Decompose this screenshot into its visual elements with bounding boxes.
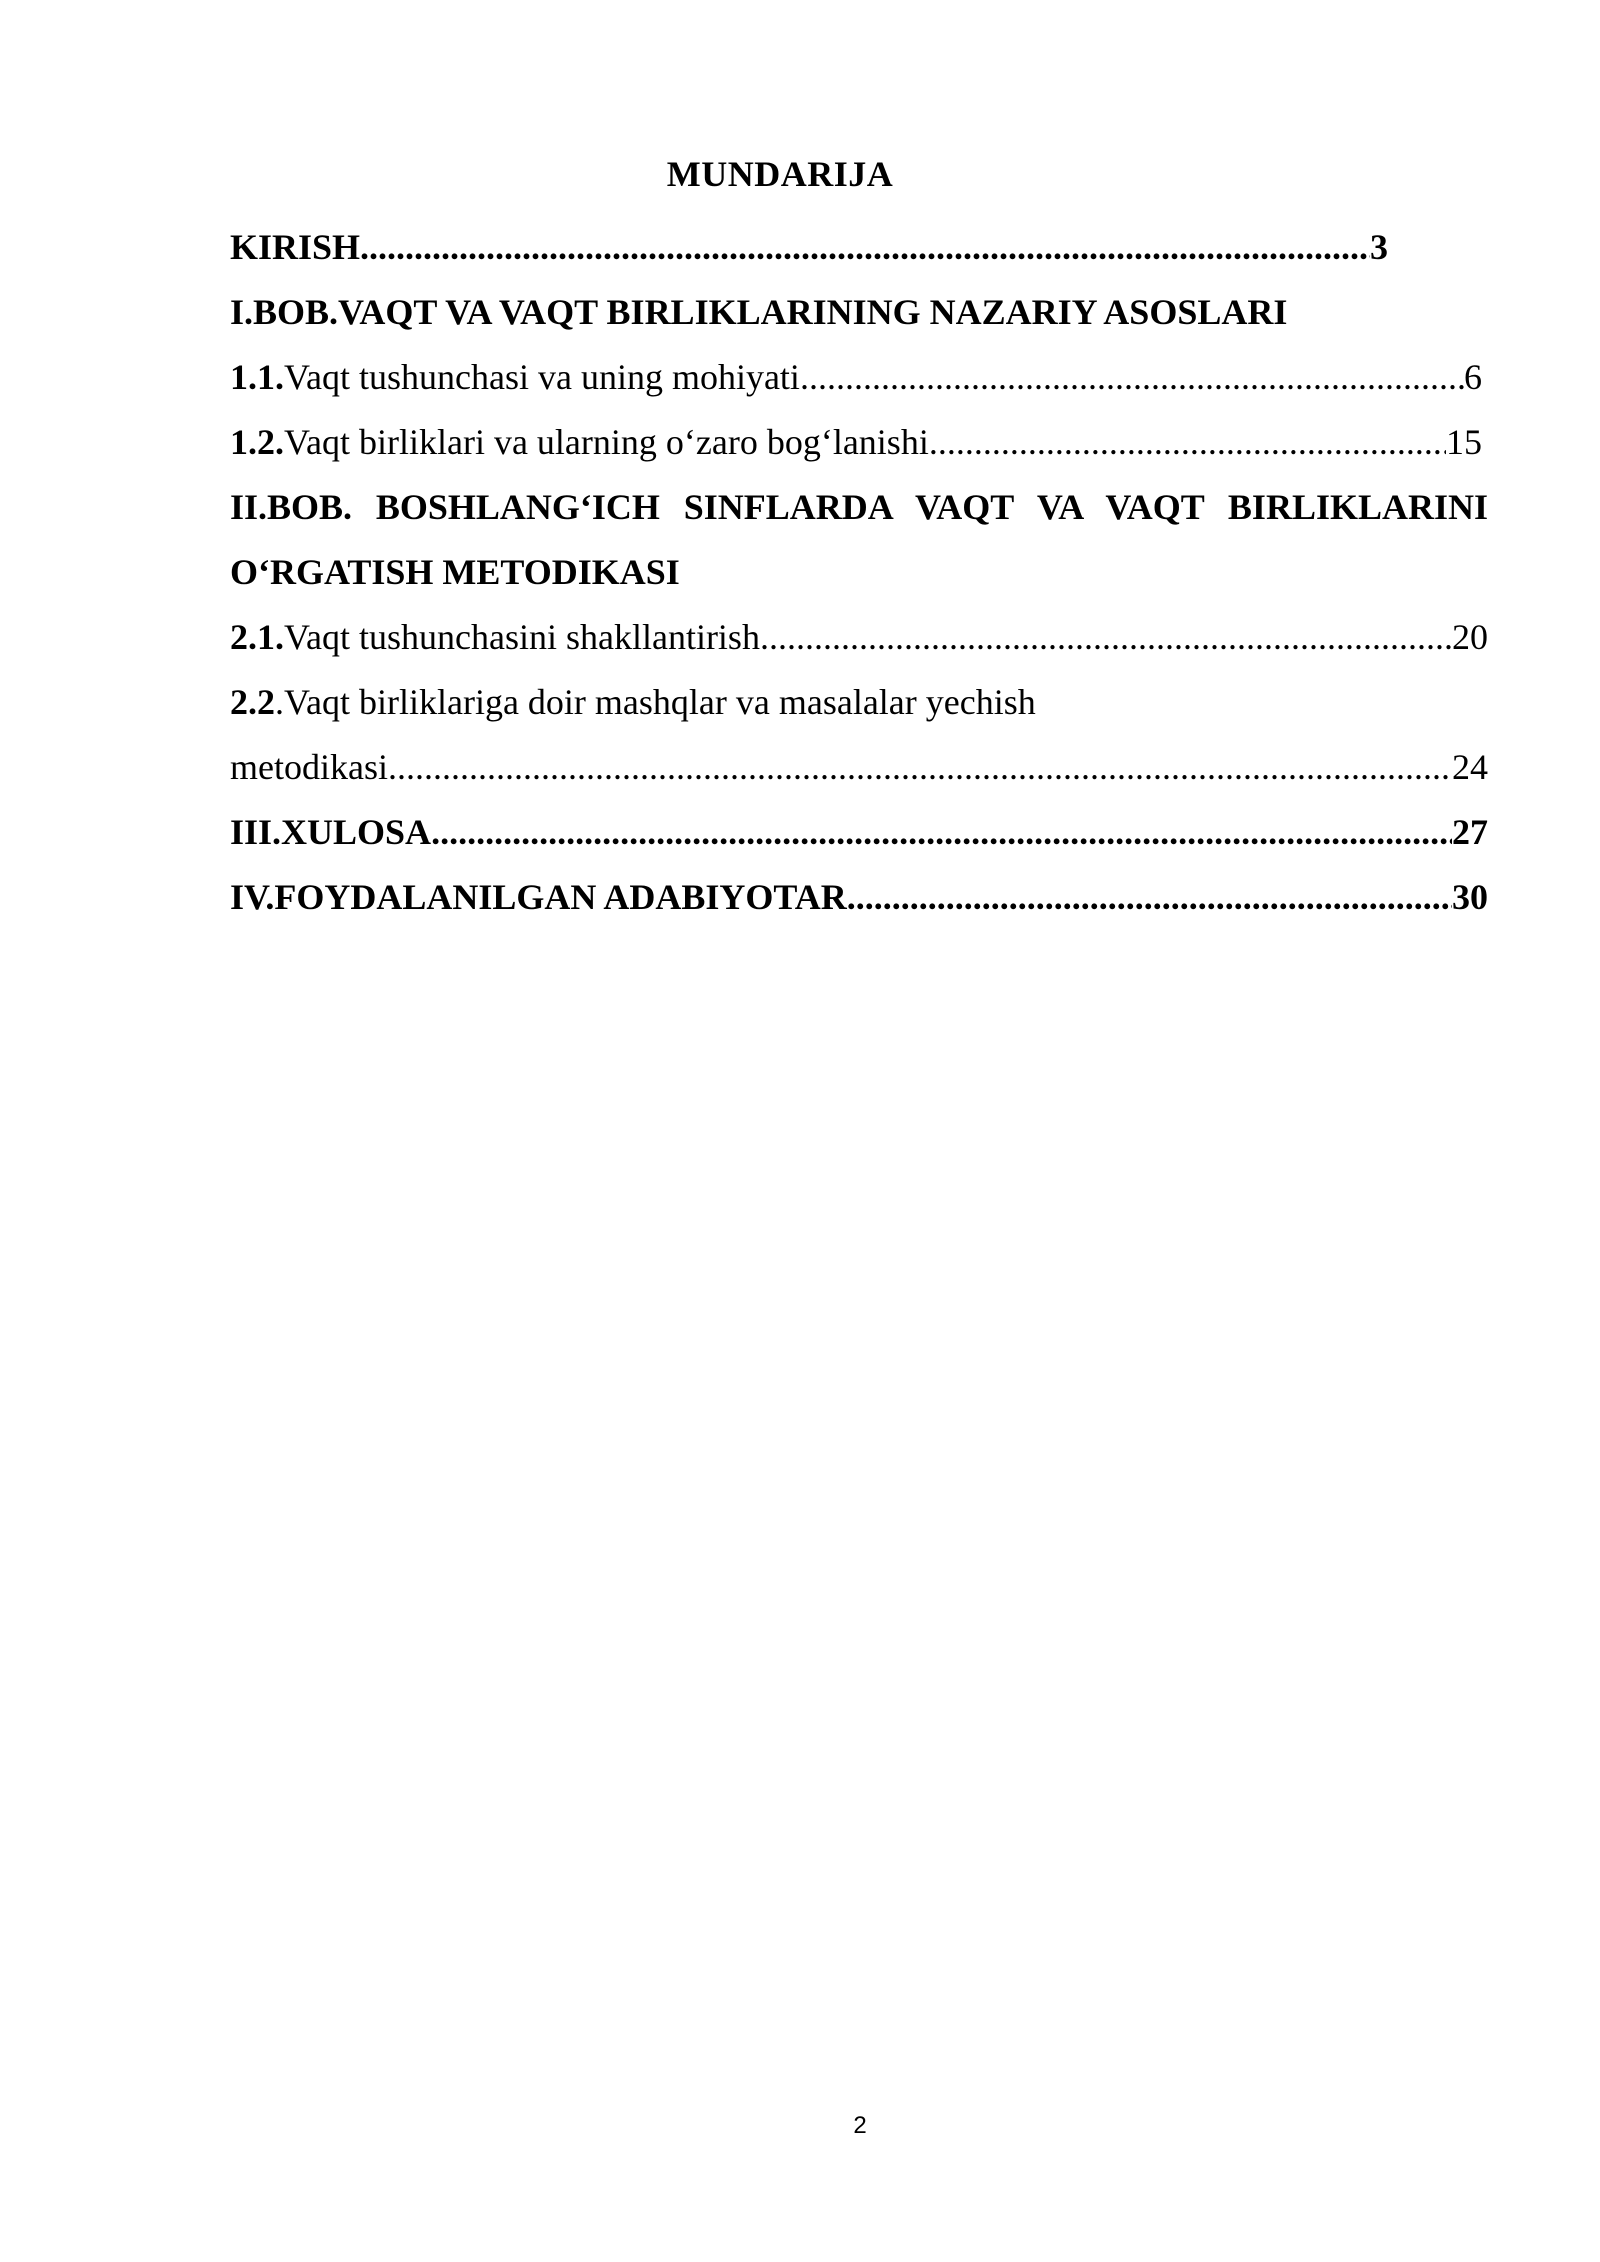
toc-label: Vaqt birliklari va ularning o‘zaro bog‘lanishi [284, 422, 929, 462]
dot-leader [800, 345, 1464, 410]
toc-entry-1-2[interactable] [230, 410, 1488, 475]
toc-label: O‘RGATISH METODIKASI [230, 552, 680, 592]
toc-page-number: 27 [1452, 812, 1488, 852]
dot-leader [929, 410, 1446, 475]
toc-label: Vaqt tushunchasini shakllantirish [284, 617, 760, 657]
toc-page-number: 20 [1452, 617, 1488, 657]
table-of-contents [230, 215, 1488, 930]
toc-label: IV.FOYDALANILGAN ADABIYOTAR [230, 877, 847, 917]
toc-page-number: 3 [1370, 227, 1389, 267]
toc-entry-1-1[interactable] [230, 345, 1488, 410]
toc-chapter-2-line-2[interactable] [230, 540, 1488, 605]
toc-entry-adabiyot[interactable] [230, 865, 1488, 930]
toc-page-number: 30 [1452, 877, 1488, 917]
toc-label: metodikasi [230, 747, 388, 787]
toc-section-number: 2.2 [230, 682, 275, 722]
toc-label: Vaqt tushunchasi va uning mohiyati [284, 357, 800, 397]
page-title: MUNDARIJA [666, 154, 894, 194]
toc-entry-2-1[interactable] [230, 605, 1488, 670]
toc-entry-2-2-line-1[interactable] [230, 670, 1488, 735]
toc-entry-2-2-line-2[interactable] [230, 735, 1488, 800]
page-number: 2 [853, 2112, 867, 2139]
toc-page-number: 24 [1452, 747, 1488, 787]
toc-chapter-2-line-1[interactable] [230, 475, 1488, 540]
toc-page-number: 6 [1464, 357, 1482, 397]
toc-entry-kirish[interactable] [230, 215, 1488, 280]
dot-leader [847, 865, 1452, 930]
toc-label: KIRISH [230, 227, 361, 267]
dot-leader [760, 605, 1452, 670]
dot-leader [388, 735, 1452, 800]
toc-section-number: 2.1. [230, 617, 284, 657]
toc-entry-xulosa[interactable] [230, 800, 1488, 865]
dot-leader [431, 800, 1452, 865]
toc-chapter-1[interactable] [230, 280, 1488, 345]
toc-label: III.XULOSA [230, 812, 432, 852]
toc-page-number: 15 [1446, 422, 1482, 462]
toc-label: I.BOB.VAQT VA VAQT BIRLIKLARINING NAZARIY ASOSLARI [230, 292, 1288, 332]
dot-leader [360, 215, 1370, 280]
toc-label: .Vaqt birliklariga doir mashqlar va masalalar yechish [275, 682, 1036, 722]
toc-section-number: 1.1. [230, 357, 284, 397]
toc-section-number: 1.2. [230, 422, 284, 462]
toc-label: II.BOB. BOSHLANG‘ICH SINFLARDA VAQT VA VAQT BIRLIKLARINI [230, 487, 1488, 527]
